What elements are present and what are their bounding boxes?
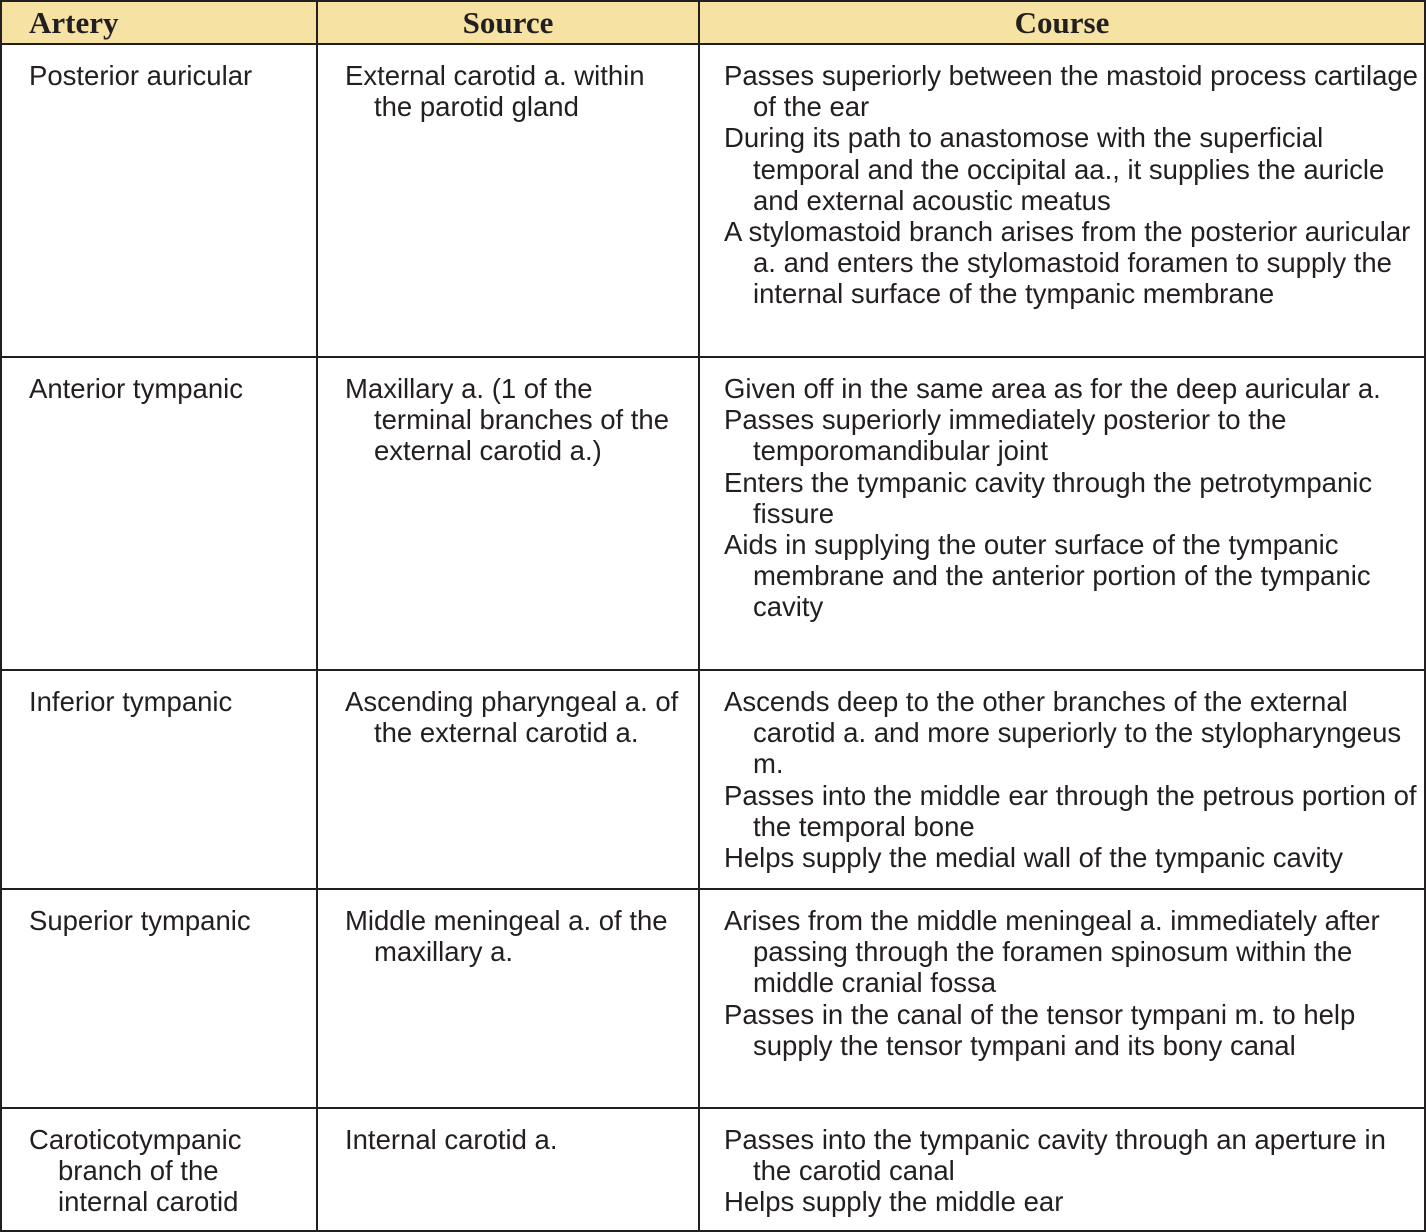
- source-cell: [317, 670, 699, 889]
- artery-name: Superior tympanic: [29, 905, 251, 936]
- course-entry: Passes into the middle ear through the petrous portion of the temporal bone: [724, 779, 1417, 842]
- artery-cell: [1, 889, 317, 1108]
- course-cell: [699, 889, 1425, 1108]
- source-cell: [317, 357, 699, 670]
- header-row: [1, 1, 1425, 44]
- table-row: [1, 357, 1425, 670]
- artery-cell: [1, 1108, 317, 1231]
- artery-cell: [1, 44, 317, 357]
- source-cell: [317, 44, 699, 357]
- source-text: Middle meningeal a. of the maxillary a.: [345, 905, 668, 968]
- course-entry: Passes in the canal of the tensor tympani m. to help supply the tensor tympani and its bony canal: [724, 998, 1356, 1061]
- course-entry: Aids in supplying the outer surface of the tympanic membrane and the anterior portion of the tympanic cavity: [724, 529, 1371, 623]
- artery-name: Caroticotympanic branch of the internal carotid: [29, 1124, 242, 1218]
- header-artery: Artery: [1, 1, 317, 44]
- course-cell: [699, 670, 1425, 889]
- source-cell: [317, 1108, 699, 1231]
- table-row: [1, 1108, 1425, 1231]
- course-entry: During its path to anastomose with the superficial temporal and the occipital aa., it supplies the auricle and external acoustic meatus: [724, 122, 1385, 216]
- course-cell: [699, 1108, 1425, 1231]
- table-row: [1, 670, 1425, 889]
- course-entry: Given off in the same area as for the deep auricular a.: [724, 373, 1381, 404]
- artery-name: Anterior tympanic: [29, 373, 243, 404]
- course-entry: A stylomastoid branch arises from the posterior auricular a. and enters the stylomastoid foramen to supply the internal surface of the tympanic membrane: [724, 216, 1411, 310]
- course-entry: Enters the tympanic cavity through the petrotympanic fissure: [724, 466, 1373, 529]
- course-cell: [699, 357, 1425, 670]
- artery-name: Inferior tympanic: [29, 686, 233, 717]
- artery-cell: [1, 670, 317, 889]
- source-text: Maxillary a. (1 of the terminal branches of the external carotid a.): [345, 373, 670, 467]
- table-row: [1, 889, 1425, 1108]
- header-source: Source: [317, 1, 699, 44]
- course-entry: Ascends deep to the other branches of the external carotid a. and more superiorly to the stylopharyngeus m.: [724, 686, 1402, 780]
- source-text: External carotid a. within the parotid gland: [345, 60, 645, 123]
- course-entry: Passes superiorly immediately posterior to the temporomandibular joint: [724, 404, 1287, 467]
- course-cell: [699, 44, 1425, 357]
- source-cell: [317, 889, 699, 1108]
- artery-name: Posterior auricular: [29, 60, 253, 91]
- artery-cell: [1, 357, 317, 670]
- course-entry: Arises from the middle meningeal a. immediately after passing through the foramen spinosum within the middle cranial fossa: [724, 905, 1380, 999]
- source-text: Ascending pharyngeal a. of the external carotid a.: [345, 686, 679, 749]
- source-text: Internal carotid a.: [345, 1124, 558, 1155]
- table-row: [1, 44, 1425, 357]
- course-entry: Helps supply the medial wall of the tympanic cavity: [724, 842, 1344, 874]
- course-entry: Passes into the tympanic cavity through an aperture in the carotid canal: [724, 1124, 1386, 1187]
- course-entry: Passes superiorly between the mastoid process cartilage of the ear: [724, 60, 1418, 123]
- course-entry: Helps supply the middle ear: [724, 1186, 1064, 1218]
- header-course: Course: [699, 1, 1425, 44]
